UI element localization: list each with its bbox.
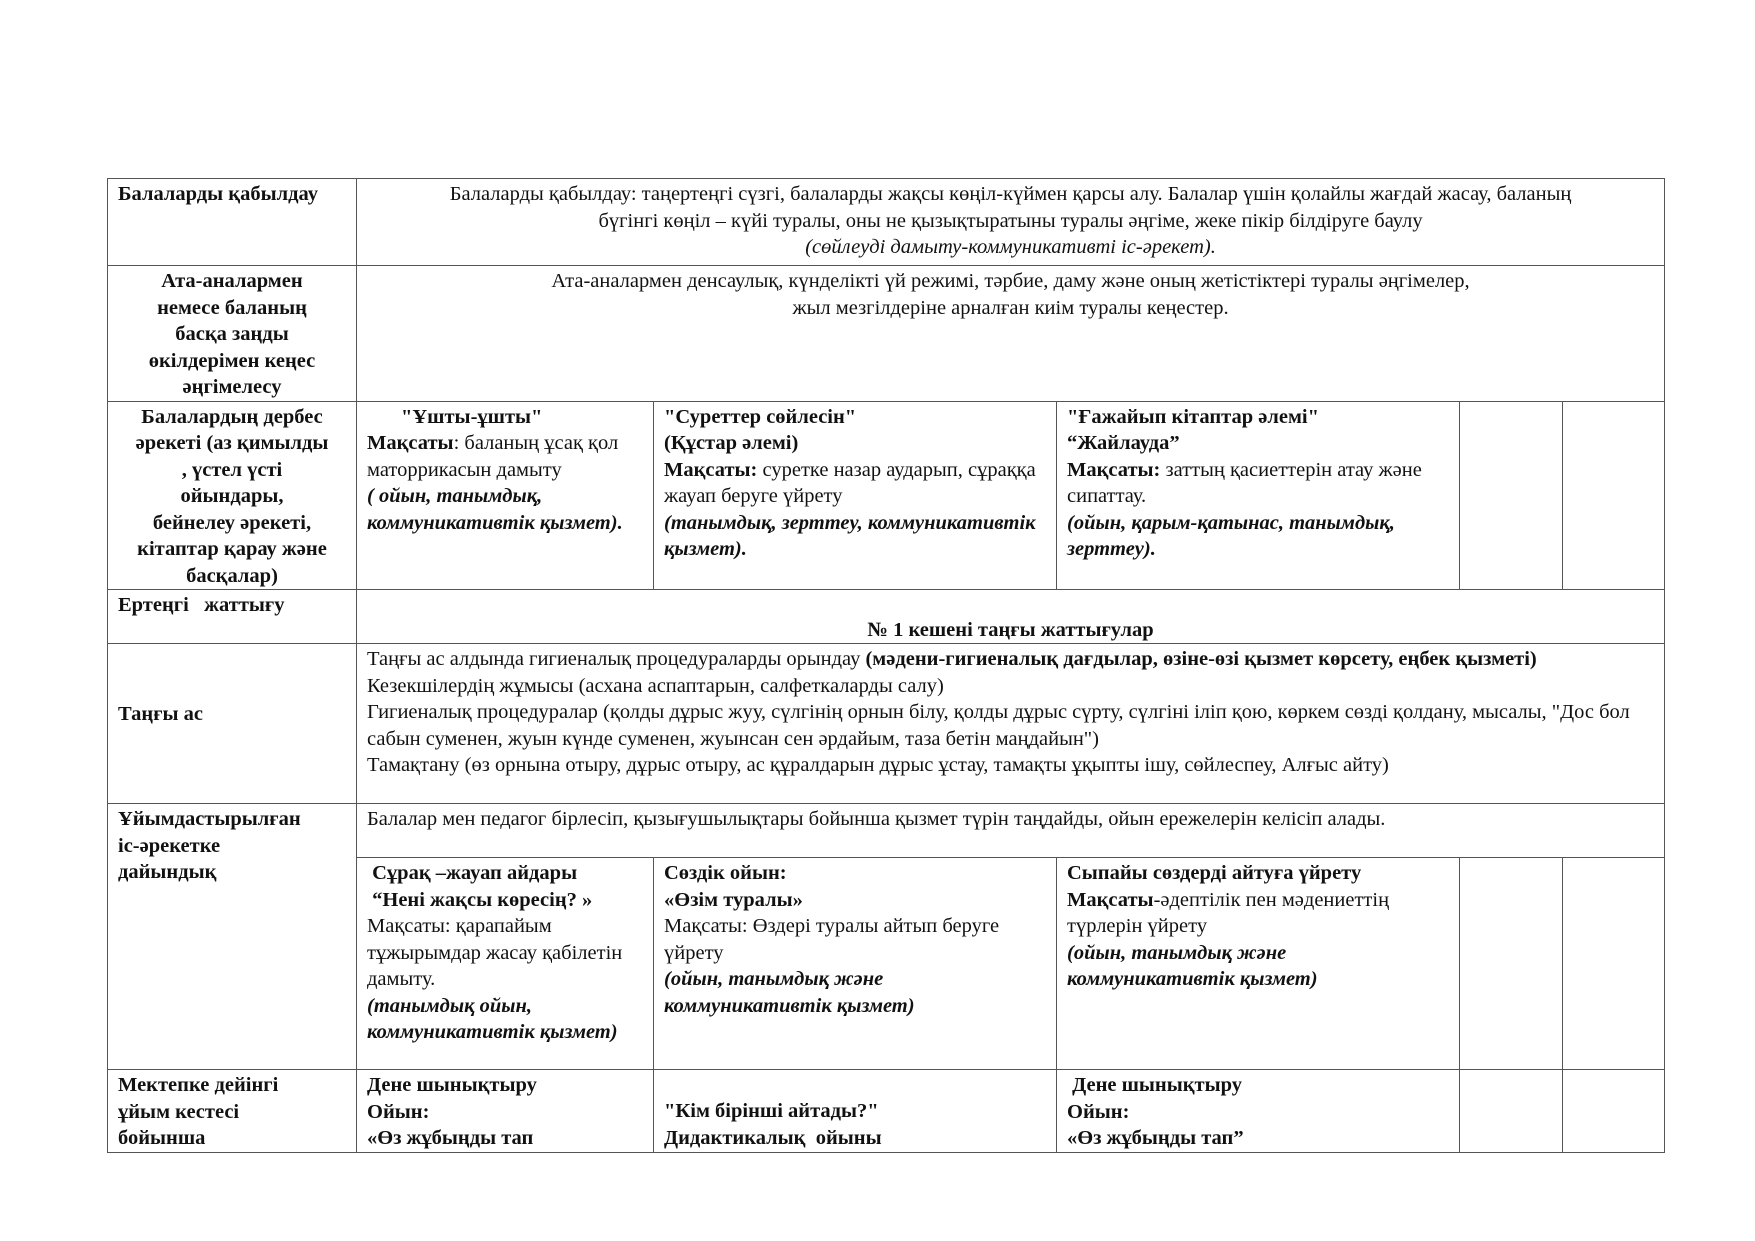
empty-cell xyxy=(1460,1070,1563,1153)
organized-activity-3 xyxy=(1057,858,1460,1070)
breakfast-line-1-bold: (мәдени-гигиеналық дағдылар, өзіне-өзі қызмет көрсету, еңбек қызметі) xyxy=(865,648,1537,670)
row-header-breakfast: Таңғы ас xyxy=(108,644,357,804)
header-line: Ұйымдастырылған xyxy=(118,808,301,830)
empty-cell xyxy=(1563,401,1665,590)
goal-text: заттың қасиеттерін атау және сипаттау. xyxy=(1067,458,1422,507)
schedule-line: "Кім бірінші айтады?" xyxy=(664,1100,879,1122)
independent-activity-1 xyxy=(357,401,654,590)
schedule-line: Дене шынықтыру xyxy=(1067,1074,1243,1096)
organized-activity-1 xyxy=(357,858,654,1070)
breakfast-line-2: Кезекшілердің жұмысы (асхана аспаптарын, салфеткаларды салу) xyxy=(367,674,944,697)
schedule-line: Ойын: xyxy=(367,1100,430,1123)
activity-subtitle: “Нені жақсы көресің? » xyxy=(367,888,593,911)
daily-plan-table xyxy=(107,178,1665,1153)
reception-note: (сөйлеуді дамыту-коммуникативті іс-әрекет). xyxy=(805,236,1216,258)
activity-title: Сыпайы сөздерді айтуға үйрету xyxy=(1067,862,1362,884)
header-line: әңгімелесу xyxy=(182,376,282,398)
breakfast-content xyxy=(357,644,1665,804)
activity-note: (танымдық ойын, коммуникативтік қызмет) xyxy=(367,994,618,1043)
table-row-organized-intro xyxy=(108,804,1665,858)
goal-text: суретке назар аударып, сұраққа жауап беруге үйрету xyxy=(664,458,1036,507)
table-row-reception xyxy=(108,179,1665,266)
row-header-schedule xyxy=(108,1070,357,1153)
table-row-exercise xyxy=(108,590,1665,644)
schedule-line: «Өз жұбыңды тап” xyxy=(1067,1127,1244,1149)
header-line: әрекеті (аз қимылды xyxy=(135,432,329,454)
goal-label: Мақсаты xyxy=(367,432,454,454)
goal-label: Мақсаты xyxy=(1067,888,1154,911)
schedule-activity-2 xyxy=(654,1070,1057,1153)
activity-subtitle: «Өзім туралы» xyxy=(664,888,803,911)
goal-text: : баланың ұсақ қол маторрикасын дамыту xyxy=(367,432,619,481)
activity-title: "Ғажайып кітаптар әлемі" xyxy=(1067,405,1319,428)
activity-note: (ойын, танымдық және коммуникативтік қызмет) xyxy=(1067,941,1318,990)
goal-text: -әдептілік пен мәдениеттің түрлерін үйрету xyxy=(1067,888,1390,937)
header-line: Балалардың дербес xyxy=(141,405,323,428)
goal-text: Мақсаты: қарапайым тұжырымдар жасау қабілетін дамыту. xyxy=(367,915,623,990)
exercise-content: № 1 кешені таңғы жаттығулар xyxy=(357,590,1665,644)
empty-cell xyxy=(1460,858,1563,1070)
row-header-exercise: Ертеңгі жаттығу xyxy=(108,590,357,644)
activity-title: "Ұшты-ұшты" xyxy=(401,405,543,428)
header-line: , үстел үсті xyxy=(181,458,283,481)
goal-label: Мақсаты: xyxy=(664,458,758,481)
header-line: немесе баланың xyxy=(157,296,307,319)
breakfast-line-3: Гигиеналық процедуралар (қолды дұрыс жуу, сүлгінің орнын білу, қолды дұрыс сүрту, сүлгіні іліп қою, көркем сөзді қолдану, мысалы, "Дос бол сабын суменен, жуын күнде суменен, жуынсан сен әрдайым, таза бетін маңдайын") xyxy=(367,701,1630,750)
row-header-organized xyxy=(108,804,357,1070)
organized-intro: Балалар мен педагог бірлесіп, қызығушылықтары бойынша қызмет түрін таңдайды, ойын ережелерін келісіп алады. xyxy=(357,804,1665,858)
header-line: бейнелеу әрекеті, xyxy=(152,511,312,534)
organized-activity-2 xyxy=(654,858,1057,1070)
parents-text-1: Ата-аналармен денсаулық, күнделікті үй режимі, тәрбие, даму және оның жетістіктері туралы әңгімелер, xyxy=(551,270,1470,292)
empty-cell xyxy=(1563,858,1665,1070)
schedule-line: Ойын: xyxy=(1067,1100,1130,1123)
table-row-breakfast xyxy=(108,644,1665,804)
activity-note: ( ойын, танымдық, коммуникативтік қызмет). xyxy=(367,485,623,534)
header-line: басқалар) xyxy=(186,564,278,587)
activity-title: Сұрақ –жауап айдары xyxy=(367,862,578,884)
activity-note: (танымдық, зерттеу, коммуникативтік қызмет). xyxy=(664,511,1036,560)
table-row-schedule xyxy=(108,1070,1665,1153)
schedule-activity-3 xyxy=(1057,1070,1460,1153)
schedule-line: «Өз жұбыңды тап xyxy=(367,1127,534,1149)
header-line: басқа заңды xyxy=(175,323,289,345)
header-line: Ата-аналармен xyxy=(161,270,303,292)
goal-text: Мақсаты: Өздері туралы айтып беруге үйрету xyxy=(664,915,1000,964)
document-page xyxy=(107,178,1664,1153)
goal-label: Мақсаты: xyxy=(1067,458,1161,481)
activity-subtitle: “Жайлауда” xyxy=(1067,432,1180,454)
header-line: ұйым кестесі xyxy=(118,1100,240,1123)
independent-activity-3 xyxy=(1057,401,1460,590)
header-line: бойынша xyxy=(118,1127,206,1149)
independent-activity-2 xyxy=(654,401,1057,590)
table-row-parents xyxy=(108,266,1665,402)
activity-note: (ойын, қарым-қатынас, танымдық, зерттеу). xyxy=(1067,511,1395,560)
reception-text-2: бүгінгі көңіл – күйі туралы, оны не қызықтыратыны туралы әңгіме, жеке пікір білдіруге баулу xyxy=(598,209,1423,232)
row-header-parents xyxy=(108,266,357,402)
schedule-line: Дене шынықтыру xyxy=(367,1074,537,1096)
header-line: өкілдерімен кеңес xyxy=(148,349,316,372)
row-header-independent xyxy=(108,401,357,590)
parents-content xyxy=(357,266,1665,402)
header-line: ойындары, xyxy=(180,485,284,507)
activity-title: Сөздік ойын: xyxy=(664,862,787,884)
header-line: кітаптар қарау және xyxy=(137,538,327,560)
activity-subtitle: (Құстар әлемі) xyxy=(664,432,799,454)
schedule-line: Дидактикалық ойыны xyxy=(664,1126,882,1149)
header-line: дайындық xyxy=(118,861,217,883)
breakfast-line-1: Таңғы ас алдында гигиеналық процедураларды орындау xyxy=(367,648,866,670)
reception-text-1: Балаларды қабылдау: таңертеңгі сүзгі, балаларды жақсы көңіл-күймен қарсы алу. Балалар үшін қолайлы жағдай жасау, баланың xyxy=(449,183,1572,205)
breakfast-line-4: Тамақтану (өз орнына отыру, дұрыс отыру, ас құралдарын дұрыс ұстау, тамақты ұқыпты ішу, сөйлеспеу, Алғыс айту) xyxy=(367,754,1389,776)
reception-content xyxy=(357,179,1665,266)
table-row-independent xyxy=(108,401,1665,590)
schedule-activity-1 xyxy=(357,1070,654,1153)
empty-cell xyxy=(1563,1070,1665,1153)
parents-text-2: жыл мезгілдеріне арналған киім туралы кеңестер. xyxy=(792,296,1229,319)
header-line: іс-әрекетке xyxy=(118,834,221,857)
activity-title: "Суреттер сөйлесін" xyxy=(664,405,857,428)
row-header-reception: Балаларды қабылдау xyxy=(108,179,357,266)
empty-cell xyxy=(1460,401,1563,590)
header-line: Мектепке дейінгі xyxy=(118,1074,279,1096)
activity-note: (ойын, танымдық және коммуникативтік қызмет) xyxy=(664,968,915,1017)
